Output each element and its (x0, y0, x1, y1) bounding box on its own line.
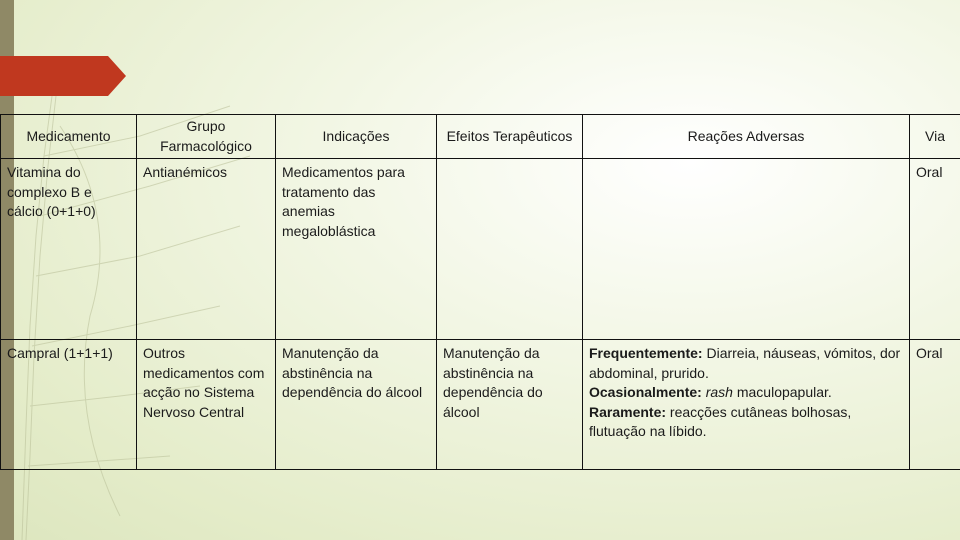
header-grupo-farmacologico: Grupo Farmacológico (137, 115, 276, 159)
table-row (1, 159, 960, 340)
cell-grupo: Outros medicamentos com acção no Sistema Nervoso Central (137, 340, 276, 470)
header-reacoes-adversas: Reações Adversas (583, 115, 910, 159)
header-efeitos-terapeuticos: Efeitos Terapêuticos (437, 115, 583, 159)
cell-via: Oral (910, 159, 960, 340)
cell-indicacoes: Medicamentos para tratamento das anemias megaloblástica (276, 159, 437, 340)
reaction-frequent-label: Frequentemente: (589, 345, 703, 361)
reaction-frequent-text: Diarreia, náuseas, vómitos, dor abdominal, prurido. (589, 345, 901, 381)
reaction-rare (589, 403, 903, 442)
cell-reacoes (583, 340, 910, 470)
cell-efeitos (437, 159, 583, 340)
cell-efeitos: Manutenção da abstinência na dependência do álcool (437, 340, 583, 470)
reaction-occasional-text: maculopapular. (732, 384, 832, 400)
reaction-occasional-italic: rash (705, 384, 733, 400)
reaction-rare-text: reacções cutâneas bolhosas, flutuação na líbido. (589, 403, 852, 439)
reaction-occasional-label: Ocasionalmente: (589, 384, 702, 400)
cell-medicamento: Campral (1+1+1) (1, 340, 137, 470)
table-row (1, 340, 960, 470)
header-indicacoes: Indicações (276, 115, 437, 159)
header-medicamento: Medicamento (1, 115, 137, 159)
cell-reacoes (583, 159, 910, 340)
reaction-occasional (589, 383, 903, 403)
cell-medicamento: Vitamina do complexo B e cálcio (0+1+0) (1, 159, 137, 340)
cell-indicacoes: Manutenção da abstinência na dependência do álcool (276, 340, 437, 470)
reaction-rare-label: Raramente: (589, 403, 667, 420)
table-header-row (1, 115, 960, 159)
header-via: Via (910, 115, 960, 159)
cell-grupo: Antianémicos (137, 159, 276, 340)
cell-via: Oral (910, 340, 960, 470)
title-accent-tab (0, 56, 126, 96)
medication-table (0, 114, 960, 470)
reaction-frequent (589, 344, 903, 383)
